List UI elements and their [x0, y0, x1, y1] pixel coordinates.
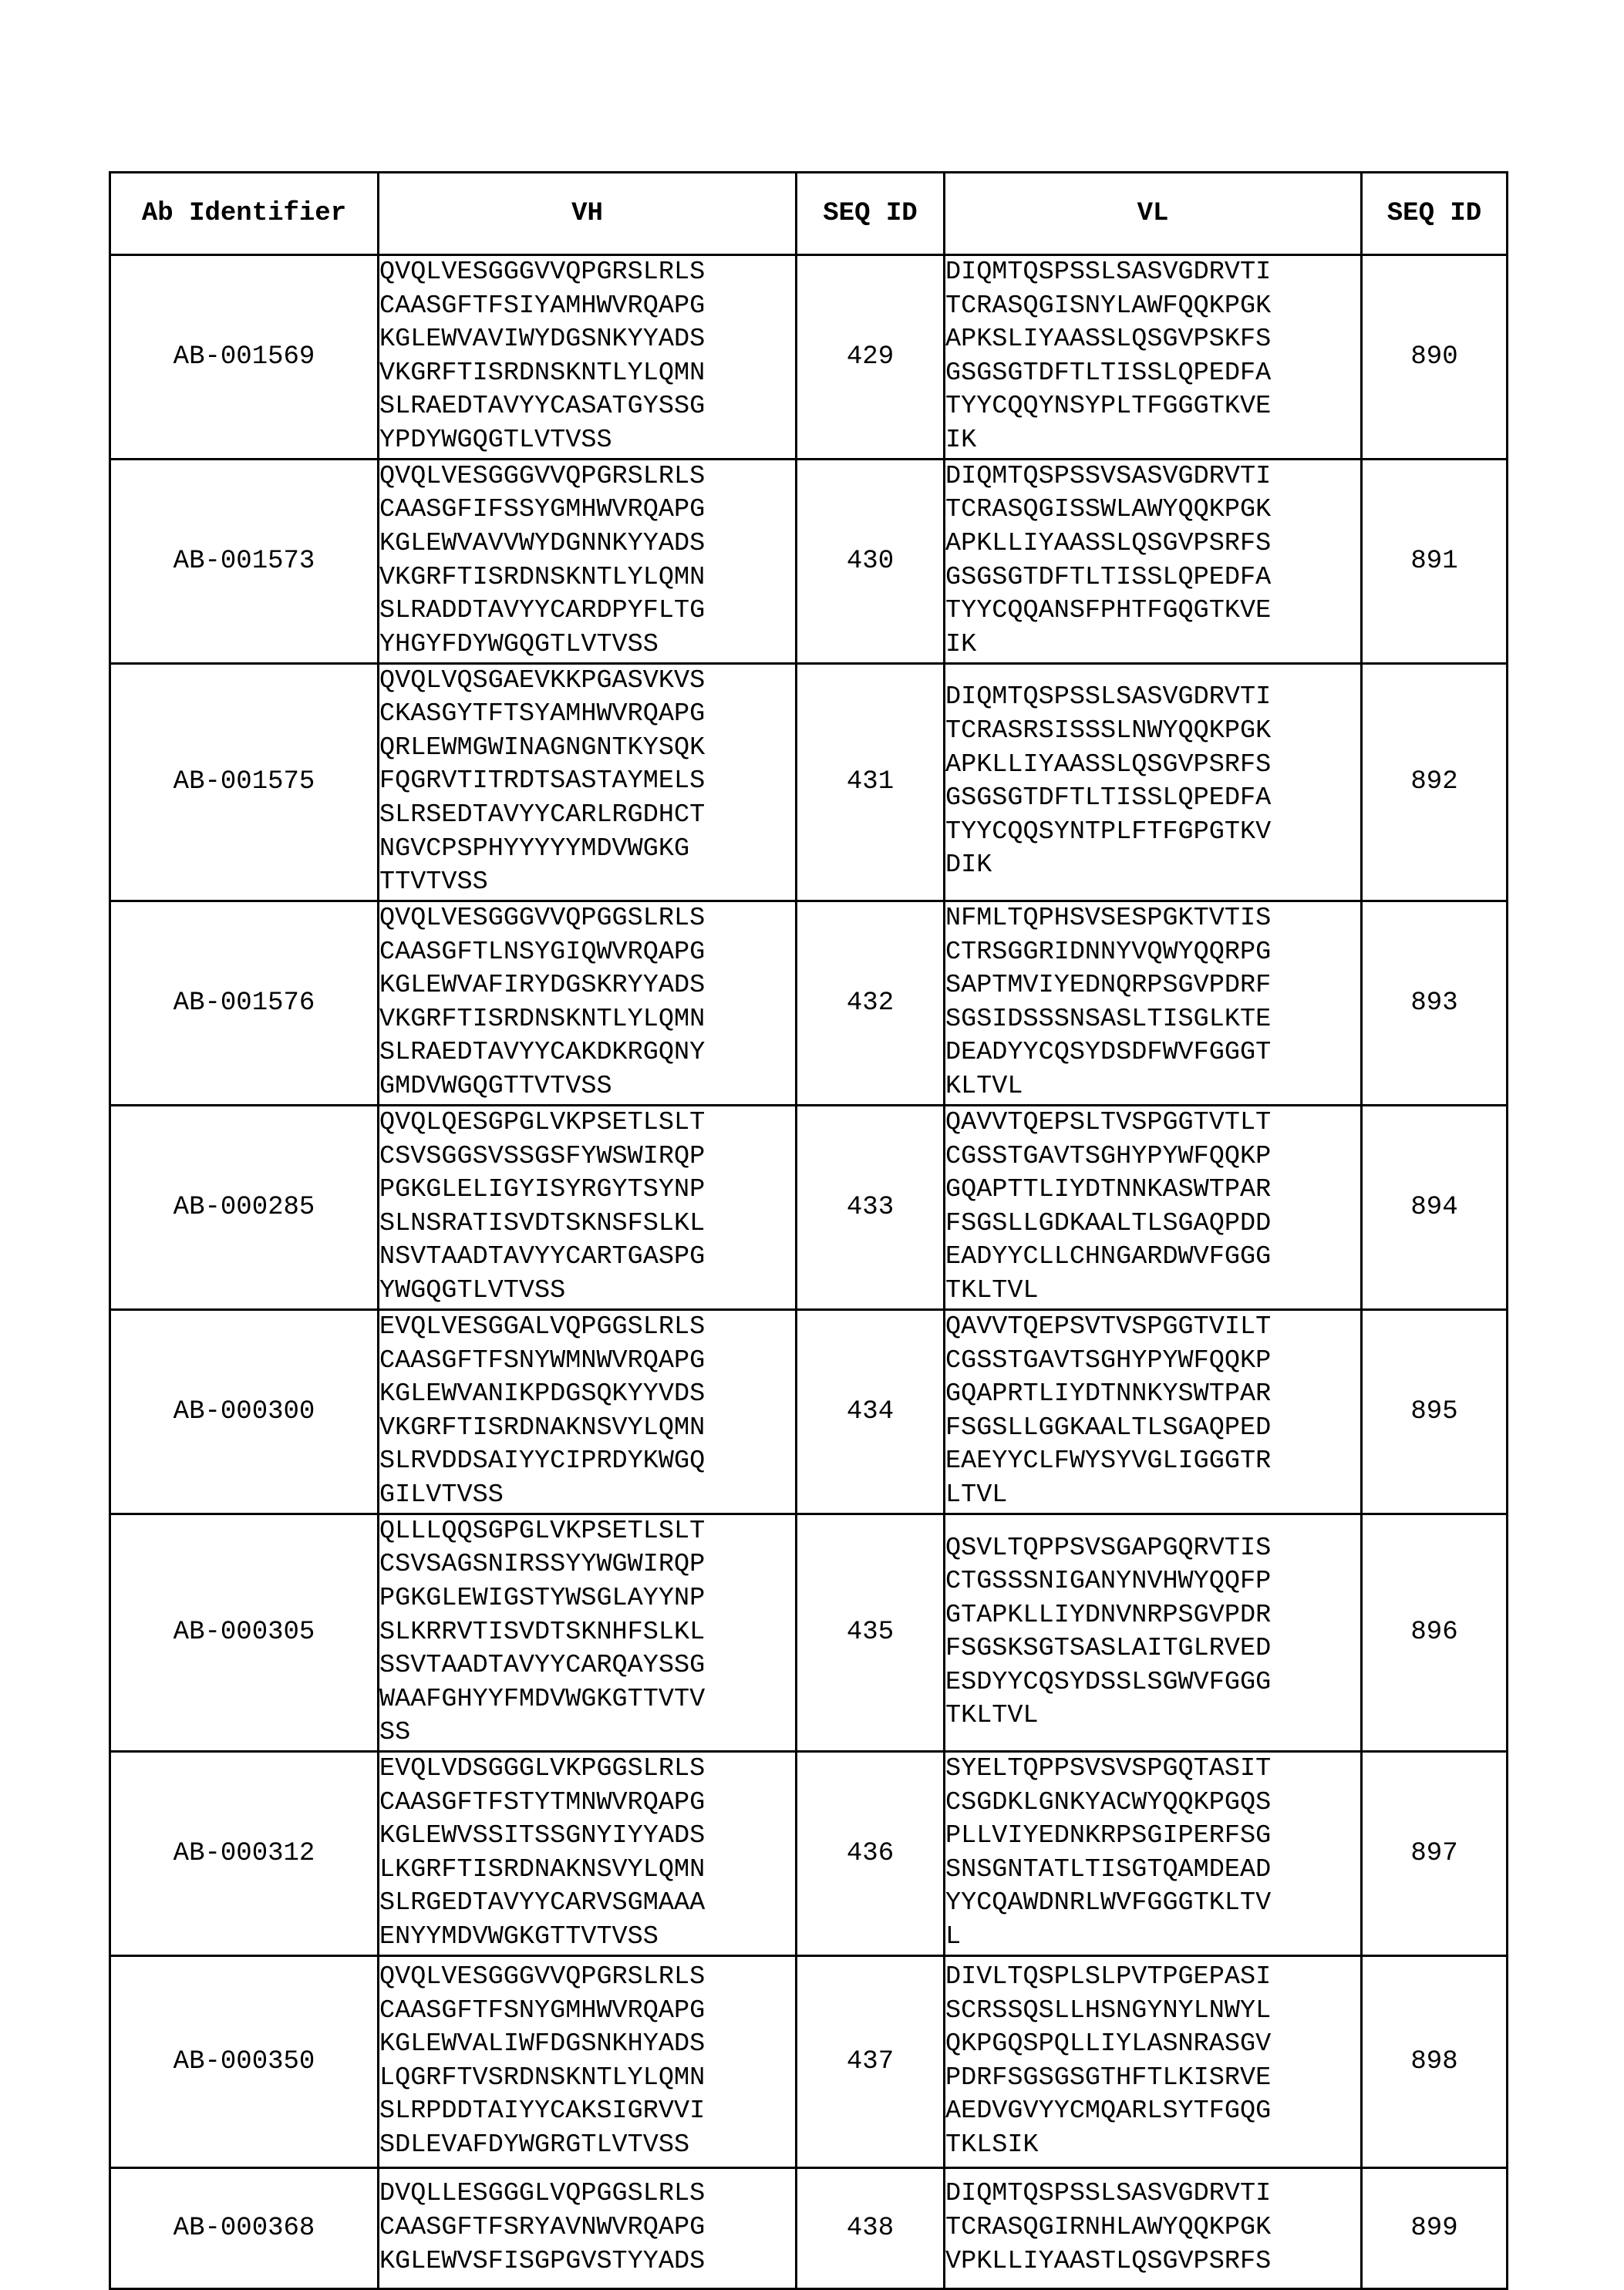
- ab-identifier-cell: AB-000312: [110, 1751, 379, 1955]
- vh-sequence-line: CAASGFTFSNYWMNWVRQAPG: [379, 1345, 795, 1379]
- vh-seq-id-cell: 433: [797, 1105, 945, 1309]
- vh-seq-id-cell: 436: [797, 1751, 945, 1955]
- vl-sequence-cell: [945, 459, 1362, 663]
- header-ab-identifier: Ab Identifier: [110, 173, 379, 255]
- vh-seq-id-cell: 434: [797, 1309, 945, 1514]
- vh-sequence-line: KGLEWVALIWFDGSNKHYADS: [379, 2028, 795, 2062]
- vh-sequence-cell: [379, 1514, 797, 1751]
- vl-sequence-line: CSGDKLGNKYACWYQQKPGQS: [945, 1787, 1360, 1820]
- vh-sequence-line: SLRADDTAVYYCARDPYFLTG: [379, 594, 795, 628]
- table-row: [110, 663, 1508, 901]
- vl-sequence-cell: [945, 1514, 1362, 1751]
- vl-sequence-cell: [945, 663, 1362, 901]
- vl-sequence-line: EAEYYCLFWYSYVGLIGGGTR: [945, 1445, 1360, 1479]
- vl-sequence-line: APKLLIYAASSLQSGVPSRFS: [945, 527, 1360, 561]
- vl-sequence-line: FSGSLLGGKAALTLSGAQPED: [945, 1412, 1360, 1446]
- vl-sequence-line: GQAPRTLIYDTNNKYSWTPAR: [945, 1378, 1360, 1412]
- ab-identifier-cell: AB-000285: [110, 1105, 379, 1309]
- vl-sequence-line: QAVVTQEPSLTVSPGGTVTLT: [945, 1106, 1360, 1140]
- vl-sequence-cell: [945, 1105, 1362, 1309]
- vl-sequence-line: L: [945, 1921, 1360, 1955]
- vl-sequence-cell: [945, 1751, 1362, 1955]
- table-row: [110, 1955, 1508, 2167]
- ab-identifier-cell: AB-001575: [110, 663, 379, 901]
- vh-sequence-line: VKGRFTISRDNSKNTLYLQMN: [379, 561, 795, 595]
- vh-sequence-cell: [379, 459, 797, 663]
- vl-sequence-line: AEDVGVYYCMQARLSYTFGQG: [945, 2095, 1360, 2129]
- vl-sequence-line: DIQMTQSPSSLSASVGDRVTI: [945, 256, 1360, 290]
- vh-sequence-line: NGVCPSPHYYYYYMDVWGKG: [379, 833, 795, 867]
- ab-identifier-cell: AB-000350: [110, 1955, 379, 2167]
- vl-sequence-line: LTVL: [945, 1479, 1360, 1513]
- vl-sequence-line: TKLTVL: [945, 1275, 1360, 1308]
- vl-sequence-line: CTRSGGRIDNNYVQWYQQRPG: [945, 936, 1360, 970]
- table-body: [110, 255, 1508, 2289]
- vl-sequence-line: QAVVTQEPSVTVSPGGTVILT: [945, 1311, 1360, 1345]
- vl-sequence-line: DIK: [945, 849, 1360, 883]
- vh-sequence-cell: [379, 901, 797, 1105]
- vl-sequence-line: TKLTVL: [945, 1699, 1360, 1733]
- vl-seq-id-cell: 896: [1362, 1514, 1508, 1751]
- vh-sequence-line: FQGRVTITRDTSASTAYMELS: [379, 765, 795, 799]
- vh-seq-id-cell: 432: [797, 901, 945, 1105]
- vl-seq-id-cell: 892: [1362, 663, 1508, 901]
- vh-sequence-line: QVQLVESGGGVVQPGGSLRLS: [379, 902, 795, 936]
- vl-sequence-cell: [945, 255, 1362, 460]
- vl-sequence-line: IK: [945, 424, 1360, 458]
- vh-sequence-line: SLNSRATISVDTSKNSFSLKL: [379, 1207, 795, 1241]
- vl-sequence-line: DIQMTQSPSSVSASVGDRVTI: [945, 460, 1360, 494]
- vh-sequence-line: SLRGEDTAVYYCARVSGMAAA: [379, 1887, 795, 1921]
- vl-sequence-line: CTGSSSNIGANYNVHWYQQFP: [945, 1565, 1360, 1599]
- vh-sequence-line: SDLEVAFDYWGRGTLVTVSS: [379, 2129, 795, 2163]
- vh-seq-id-cell: 429: [797, 255, 945, 460]
- vh-sequence-line: CSVSGGSVSSGSFYWSWIRQP: [379, 1140, 795, 1174]
- table-row: [110, 1105, 1508, 1309]
- table-row: [110, 901, 1508, 1105]
- vh-seq-id-cell: 437: [797, 1955, 945, 2167]
- vl-seq-id-cell: 898: [1362, 1955, 1508, 2167]
- vl-sequence-line: PLLVIYEDNKRPSGIPERFSG: [945, 1820, 1360, 1854]
- vl-sequence-line: TYYCQQSYNTPLFTFGPGTKV: [945, 816, 1360, 850]
- vh-seq-id-cell: 435: [797, 1514, 945, 1751]
- vl-sequence-line: QKPGQSPQLLIYLASNRASGV: [945, 2028, 1360, 2062]
- vl-sequence-line: APKSLIYAASSLQSGVPSKFS: [945, 323, 1360, 357]
- vh-sequence-line: SLRVDDSAIYYCIPRDYKWGQ: [379, 1445, 795, 1479]
- vh-sequence-cell: [379, 1309, 797, 1514]
- vh-sequence-line: CSVSAGSNIRSSYYWGWIRQP: [379, 1548, 795, 1582]
- table-row: [110, 1309, 1508, 1514]
- vl-sequence-line: SAPTMVIYEDNQRPSGVPDRF: [945, 969, 1360, 1003]
- vh-sequence-line: SLRAEDTAVYYCASATGYSSG: [379, 390, 795, 424]
- vh-seq-id-cell: 430: [797, 459, 945, 663]
- vl-sequence-line: VPKLLIYAASTLQSGVPSRFS: [945, 2245, 1360, 2279]
- vh-sequence-line: ENYYMDVWGKGTTVTVSS: [379, 1921, 795, 1955]
- vh-sequence-line: CKASGYTFTSYAMHWVRQAPG: [379, 698, 795, 732]
- vl-sequence-cell: [945, 901, 1362, 1105]
- vh-sequence-line: SLRAEDTAVYYCAKDKRGQNY: [379, 1036, 795, 1070]
- vh-sequence-line: QVQLVESGGGVVQPGRSLRLS: [379, 460, 795, 494]
- vh-seq-id-cell: 431: [797, 663, 945, 901]
- vh-sequence-line: TTVTVSS: [379, 866, 795, 900]
- header-vh-seq-id: SEQ ID: [797, 173, 945, 255]
- vh-sequence-line: CAASGFTFSTYTMNWVRQAPG: [379, 1787, 795, 1820]
- sequence-table: [109, 171, 1508, 2290]
- vl-sequence-line: TCRASRSISSSLNWYQQKPGK: [945, 715, 1360, 749]
- vl-seq-id-cell: 895: [1362, 1309, 1508, 1514]
- vh-sequence-line: VKGRFTISRDNSKNTLYLQMN: [379, 1003, 795, 1037]
- vl-sequence-line: SNSGNTATLTISGTQAMDEAD: [945, 1854, 1360, 1888]
- vl-seq-id-cell: 891: [1362, 459, 1508, 663]
- vh-sequence-line: DVQLLESGGGLVQPGGSLRLS: [379, 2177, 795, 2211]
- ab-identifier-cell: AB-001576: [110, 901, 379, 1105]
- vl-seq-id-cell: 894: [1362, 1105, 1508, 1309]
- vh-sequence-line: KGLEWVSFISGPGVSTYYADS: [379, 2245, 795, 2279]
- header-vl-seq-id: SEQ ID: [1362, 173, 1508, 255]
- vh-sequence-line: YPDYWGQGTLVTVSS: [379, 424, 795, 458]
- vh-sequence-line: PGKGLELIGYISYRGYTSYNP: [379, 1174, 795, 1207]
- vl-sequence-line: CGSSTGAVTSGHYPYWFQQKP: [945, 1345, 1360, 1379]
- vl-sequence-line: FSGSKSGTSASLAITGLRVED: [945, 1632, 1360, 1666]
- vh-sequence-cell: [379, 2167, 797, 2288]
- header-vh: VH: [379, 173, 797, 255]
- vl-sequence-line: APKLLIYAASSLQSGVPSRFS: [945, 749, 1360, 783]
- vh-sequence-line: VKGRFTISRDNAKNSVYLQMN: [379, 1412, 795, 1446]
- table-row: [110, 1514, 1508, 1751]
- ab-identifier-cell: AB-000305: [110, 1514, 379, 1751]
- vl-sequence-line: SGSIDSSSNSASLTISGLKTE: [945, 1003, 1360, 1037]
- vl-sequence-line: GQAPTTLIYDTNNKASWTPAR: [945, 1174, 1360, 1207]
- vh-sequence-line: NSVTAADTAVYYCARTGASPG: [379, 1241, 795, 1275]
- vh-sequence-line: GMDVWGQGTTVTVSS: [379, 1070, 795, 1104]
- vh-sequence-line: LQGRFTVSRDNSKNTLYLQMN: [379, 2062, 795, 2096]
- vl-sequence-line: FSGSLLGDKAALTLSGAQPDD: [945, 1207, 1360, 1241]
- vl-sequence-line: QSVLTQPPSVSGAPGQRVTIS: [945, 1532, 1360, 1566]
- vl-sequence-line: DIVLTQSPLSLPVTPGEPASI: [945, 1961, 1360, 1995]
- vh-sequence-line: GILVTVSS: [379, 1479, 795, 1513]
- vl-sequence-line: CGSSTGAVTSGHYPYWFQQKP: [945, 1140, 1360, 1174]
- vl-sequence-line: DEADYYCQSYDSDFWVFGGGT: [945, 1036, 1360, 1070]
- vh-sequence-line: VKGRFTISRDNSKNTLYLQMN: [379, 357, 795, 391]
- vl-sequence-line: DIQMTQSPSSLSASVGDRVTI: [945, 2177, 1360, 2211]
- vl-sequence-line: SCRSSQSLLHSNGYNYLNWYL: [945, 1995, 1360, 2029]
- vl-sequence-line: TKLSIK: [945, 2129, 1360, 2163]
- vh-sequence-line: KGLEWVAFIRYDGSKRYYADS: [379, 969, 795, 1003]
- ab-identifier-cell: AB-000368: [110, 2167, 379, 2288]
- ab-identifier-cell: AB-001573: [110, 459, 379, 663]
- header-vl: VL: [945, 173, 1362, 255]
- vh-sequence-line: QRLEWMGWINAGNGNTKYSQK: [379, 732, 795, 766]
- vh-sequence-line: SLRSEDTAVYYCARLRGDHCT: [379, 799, 795, 833]
- vh-sequence-line: EVQLVESGGALVQPGGSLRLS: [379, 1311, 795, 1345]
- vh-sequence-line: KGLEWVAVIWYDGSNKYYADS: [379, 323, 795, 357]
- vl-sequence-cell: [945, 1309, 1362, 1514]
- vl-sequence-line: NFMLTQPHSVSESPGKTVTIS: [945, 902, 1360, 936]
- vl-sequence-line: KLTVL: [945, 1070, 1360, 1104]
- vh-sequence-line: EVQLVDSGGGLVKPGGSLRLS: [379, 1753, 795, 1787]
- vh-sequence-line: CAASGFIFSSYGMHWVRQAPG: [379, 493, 795, 527]
- header-row: [110, 173, 1508, 255]
- vl-sequence-cell: [945, 1955, 1362, 2167]
- vh-sequence-line: QVQLVESGGGVVQPGRSLRLS: [379, 256, 795, 290]
- vl-sequence-line: PDRFSGSGSGTHFTLKISRVE: [945, 2062, 1360, 2096]
- vh-sequence-line: QLLLQQSGPGLVKPSETLSLT: [379, 1515, 795, 1549]
- vh-sequence-line: QVQLVESGGGVVQPGRSLRLS: [379, 1961, 795, 1995]
- vh-sequence-line: SS: [379, 1716, 795, 1750]
- vh-sequence-cell: [379, 1105, 797, 1309]
- vh-sequence-line: PGKGLEWIGSTYWSGLAYYNP: [379, 1582, 795, 1616]
- vh-sequence-line: CAASGFTFSRYAVNWVRQAPG: [379, 2211, 795, 2245]
- vh-sequence-line: YWGQGTLVTVSS: [379, 1275, 795, 1308]
- vl-sequence-line: GTAPKLLIYDNVNRPSGVPDR: [945, 1599, 1360, 1633]
- vl-sequence-line: YYCQAWDNRLWVFGGGTKLTV: [945, 1887, 1360, 1921]
- vh-sequence-line: CAASGFTFSNYGMHWVRQAPG: [379, 1995, 795, 2029]
- vl-seq-id-cell: 893: [1362, 901, 1508, 1105]
- vh-sequence-line: WAAFGHYYFMDVWGKGTTVTV: [379, 1683, 795, 1717]
- vh-sequence-line: CAASGFTFSIYAMHWVRQAPG: [379, 290, 795, 324]
- ab-identifier-cell: AB-000300: [110, 1309, 379, 1514]
- vl-sequence-line: TCRASQGISSWLAWYQQKPGK: [945, 493, 1360, 527]
- vl-sequence-line: TYYCQQANSFPHTFGQGTKVE: [945, 594, 1360, 628]
- vh-sequence-cell: [379, 255, 797, 460]
- vl-seq-id-cell: 899: [1362, 2167, 1508, 2288]
- vl-sequence-line: GSGSGTDFTLTISSLQPEDFA: [945, 782, 1360, 816]
- vl-sequence-line: GSGSGTDFTLTISSLQPEDFA: [945, 357, 1360, 391]
- vl-sequence-line: GSGSGTDFTLTISSLQPEDFA: [945, 561, 1360, 595]
- vh-sequence-line: YHGYFDYWGQGTLVTVSS: [379, 628, 795, 662]
- table-row: [110, 459, 1508, 663]
- ab-identifier-cell: AB-001569: [110, 255, 379, 460]
- vl-sequence-line: TCRASQGISNYLAWFQQKPGK: [945, 290, 1360, 324]
- vh-sequence-line: CAASGFTLNSYGIQWVRQAPG: [379, 936, 795, 970]
- vl-sequence-line: EADYYCLLCHNGARDWVFGGG: [945, 1241, 1360, 1275]
- vh-sequence-line: KGLEWVAVVWYDGNNKYYADS: [379, 527, 795, 561]
- vh-sequence-line: SLRPDDTAIYYCAKSIGRVVI: [379, 2095, 795, 2129]
- vh-sequence-cell: [379, 663, 797, 901]
- vh-sequence-line: SLKRRVTISVDTSKNHFSLKL: [379, 1616, 795, 1650]
- vl-sequence-line: SYELTQPPSVSVSPGQTASIT: [945, 1753, 1360, 1787]
- vl-sequence-cell: [945, 2167, 1362, 2288]
- table-row: [110, 1751, 1508, 1955]
- vh-sequence-line: QVQLQESGPGLVKPSETLSLT: [379, 1106, 795, 1140]
- vl-sequence-line: TCRASQGIRNHLAWYQQKPGK: [945, 2211, 1360, 2245]
- vl-sequence-line: ESDYYCQSYDSSLSGWVFGGG: [945, 1666, 1360, 1700]
- vl-seq-id-cell: 890: [1362, 255, 1508, 460]
- vl-seq-id-cell: 897: [1362, 1751, 1508, 1955]
- vh-sequence-line: SSVTAADTAVYYCARQAYSSG: [379, 1649, 795, 1683]
- vh-sequence-line: QVQLVQSGAEVKKPGASVKVS: [379, 665, 795, 699]
- vh-sequence-line: KGLEWVSSITSSGNYIYYADS: [379, 1820, 795, 1854]
- table-row: [110, 255, 1508, 460]
- vh-sequence-line: LKGRFTISRDNAKNSVYLQMN: [379, 1854, 795, 1888]
- vl-sequence-line: TYYCQQYNSYPLTFGGGTKVE: [945, 390, 1360, 424]
- table-row: [110, 2167, 1508, 2288]
- vh-sequence-cell: [379, 1751, 797, 1955]
- vh-seq-id-cell: 438: [797, 2167, 945, 2288]
- document-page: [0, 0, 1624, 2275]
- vh-sequence-line: KGLEWVANIKPDGSQKYYVDS: [379, 1378, 795, 1412]
- vh-sequence-cell: [379, 1955, 797, 2167]
- vl-sequence-line: DIQMTQSPSSLSASVGDRVTI: [945, 681, 1360, 715]
- vl-sequence-line: IK: [945, 628, 1360, 662]
